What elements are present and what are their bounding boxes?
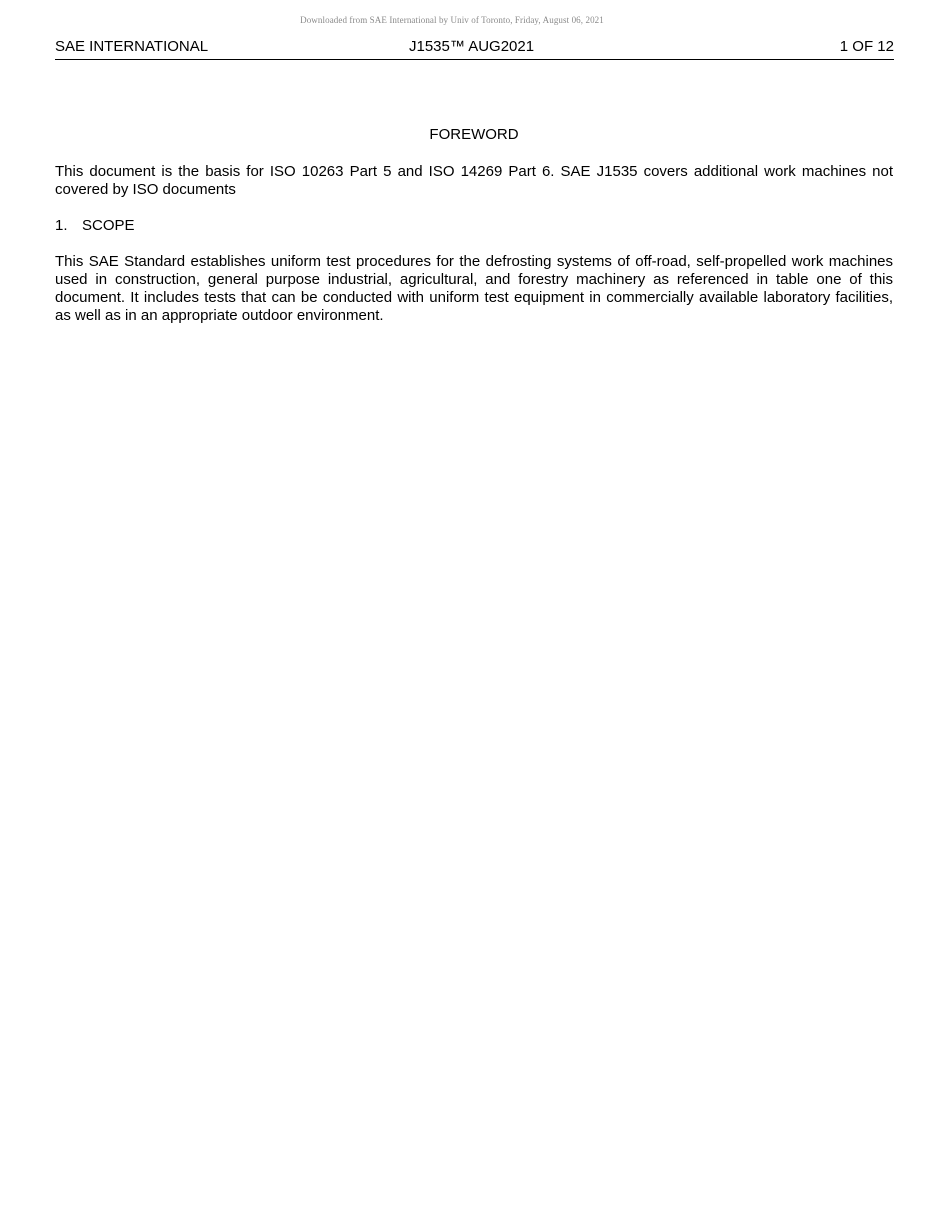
header-organization: SAE INTERNATIONAL xyxy=(55,38,209,55)
page-header xyxy=(55,38,894,60)
scope-paragraph: This SAE Standard establishes uniform test procedures for the defrosting systems of off-road, self-propelled work machines used in construction, general purpose industrial, agricultural, and forestry machinery as referenced in table one of this document. It includes tests that can be conducted with uniform test equipment in commercially available laboratory facilities, as well as in an appropriate outdoor environment. xyxy=(55,253,893,324)
scope-heading xyxy=(55,217,893,235)
scope-section-title: SCOPE xyxy=(82,217,135,234)
header-document-id: J1535™ AUG2021 xyxy=(409,38,535,55)
download-watermark: Downloaded from SAE International by Univ of Toronto, Friday, August 06, 2021 xyxy=(300,15,604,25)
foreword-heading: FOREWORD xyxy=(429,126,519,143)
scope-section-number: 1. xyxy=(55,217,68,234)
foreword-paragraph: This document is the basis for ISO 10263 Part 5 and ISO 14269 Part 6. SAE J1535 covers additional work machines not covered by ISO documents xyxy=(55,163,893,198)
document-body xyxy=(55,126,893,343)
header-page-number: 1 OF 12 xyxy=(839,38,894,55)
